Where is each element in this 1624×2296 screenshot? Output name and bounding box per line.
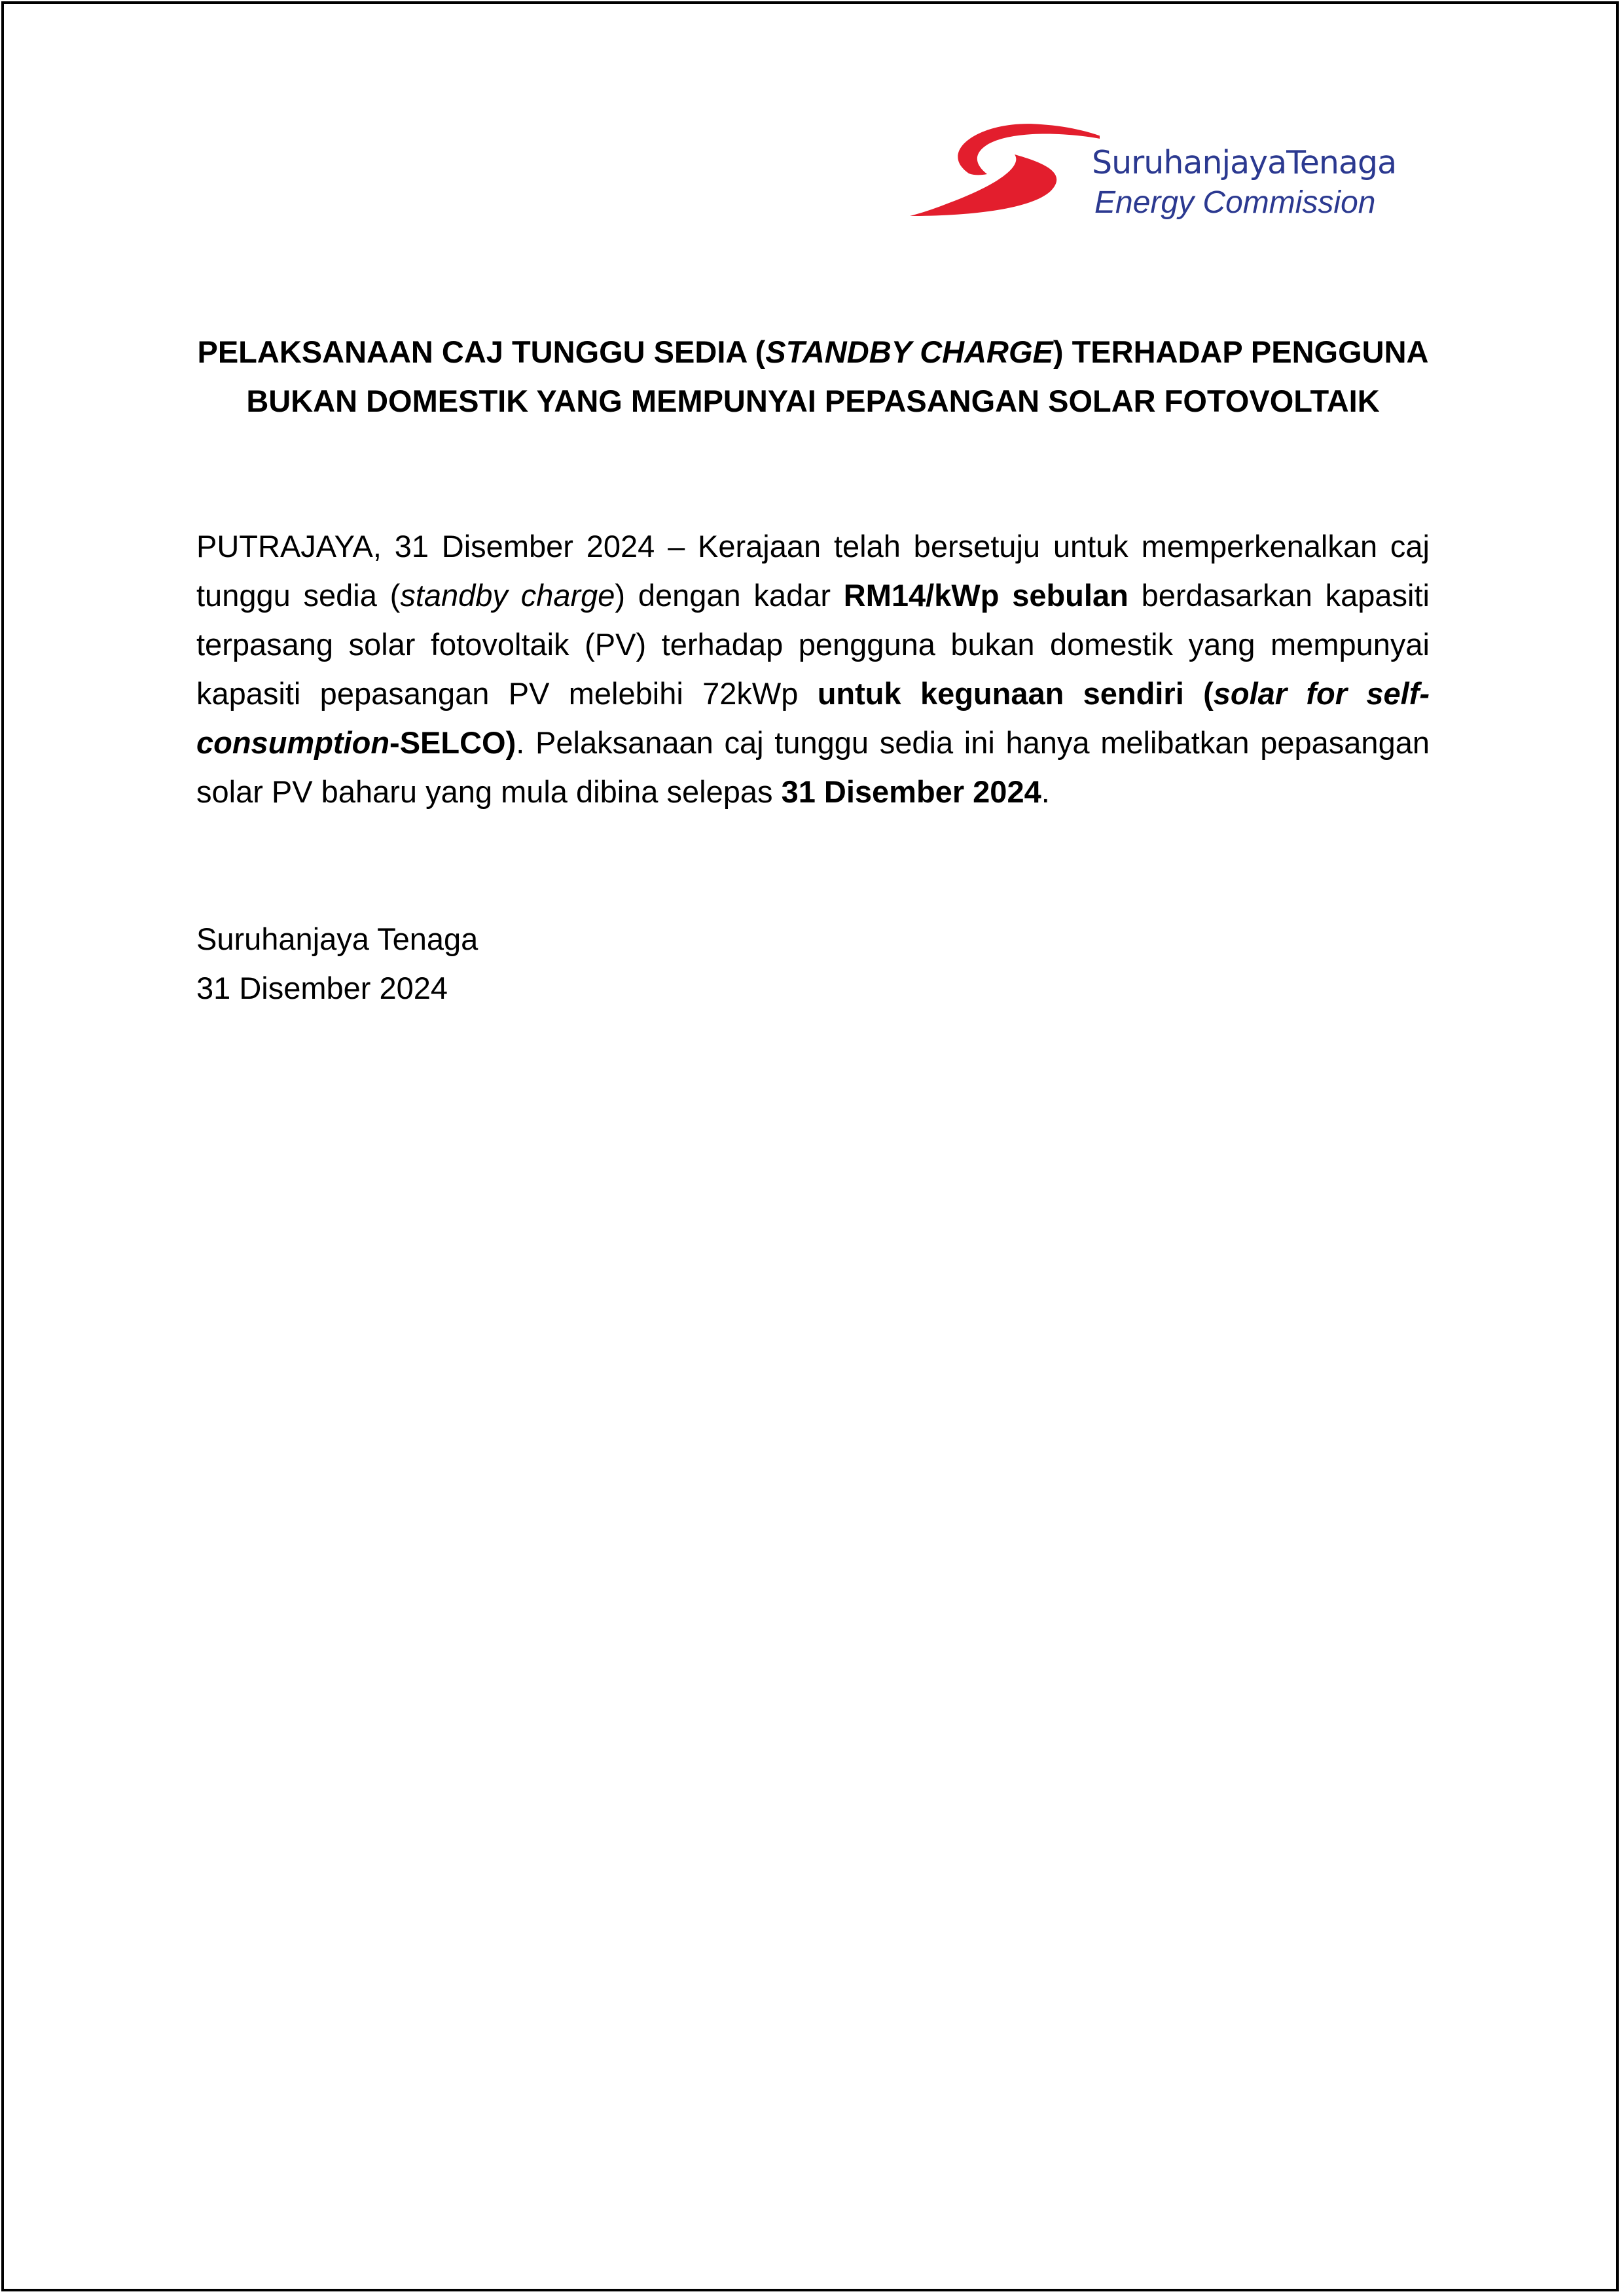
body-paragraph (196, 522, 1430, 816)
title-text: ) TERHADAP PENGGUNA BUKAN DOMESTIK YANG MEMPUNYAI PEPASANGAN SOLAR FOTOVOLTAIK (246, 334, 1429, 418)
body-rate-bold: RM14/kWp sebulan (843, 578, 1128, 613)
title-text: PELAKSANAAN CAJ TUNGGU SEDIA ( (197, 334, 766, 369)
body-italic-term: standby charge (400, 578, 615, 613)
body-text: berdasarkan kapasiti terpasang solar fotovoltaik (PV) terhadap pengguna bukan domestik yang mempunyai kapasiti pepasangan PV melebihi 72kWp (196, 578, 1430, 711)
body-text: PUTRAJAYA, 31 Disember 2024 – Kerajaan telah bersetuju untuk memperkenalkan caj tunggu sedia ( (196, 529, 1430, 613)
signoff-organization: Suruhanjaya Tenaga (196, 922, 478, 956)
signoff-block (196, 914, 478, 1013)
signoff-date: 31 Disember 2024 (196, 971, 448, 1005)
logo-name-english: Energy Commission (1094, 185, 1376, 220)
body-bold-text: untuk kegunaan sendiri ( (817, 676, 1214, 711)
body-bold-text: -SELCO) (389, 725, 516, 760)
logo-name-malay: SuruhanjayaTenaga (1092, 144, 1397, 181)
body-text: . (1041, 774, 1050, 809)
body-bold-italic-term: solar for self-consumption (196, 676, 1430, 760)
document-title (196, 327, 1430, 425)
body-date-bold: 31 Disember 2024 (781, 774, 1041, 809)
body-text: . Pelaksanaan caj tunggu sedia ini hanya melibatkan pepasangan solar PV baharu yang mula dibina selepas (196, 725, 1430, 809)
swoosh-logo-icon (910, 118, 1100, 229)
title-italic-term: STANDBY CHARGE (765, 334, 1053, 369)
energy-commission-logo (910, 118, 1420, 229)
body-text: ) dengan kadar (615, 578, 844, 613)
